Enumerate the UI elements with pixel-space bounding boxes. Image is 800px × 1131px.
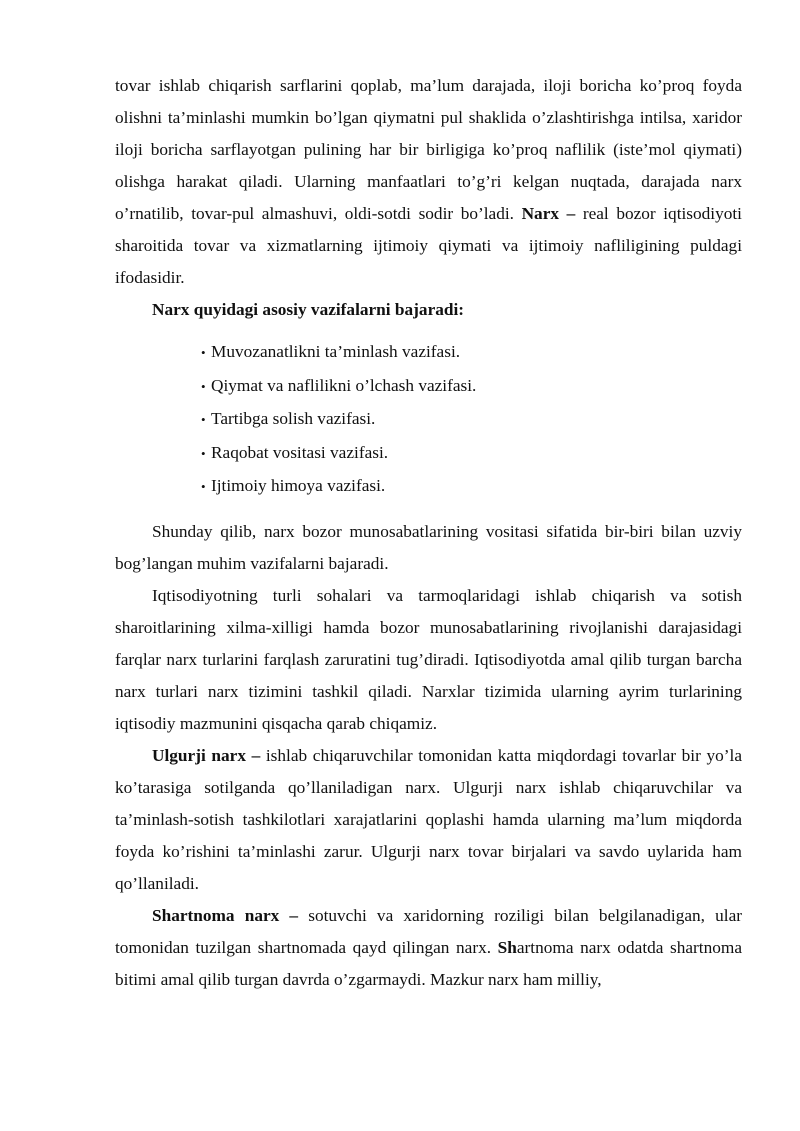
list-item-text: Muvozanatlikni ta’minlash vazifasi. — [211, 342, 461, 361]
list-item — [201, 370, 742, 404]
list-item-text: Tartibga solish vazifasi. — [211, 409, 376, 428]
bullet-icon: • — [201, 479, 206, 494]
narx-definition: real bozor iqtisodiyoti sharoitida tovar va xizmatlarning ijtimoiy qiymati va ijtimoiy nafliligining puldagi ifodasidir. — [115, 204, 742, 287]
intro-text: tovar ishlab chiqarish sarflarini qoplab, ma’lum darajada, iloji boricha ko’proq foyda olishni ta’minlashi mumkin bo’lgan qiymatni pul shaklida o’zlashtirishga intilsa, xaridor iloji boricha sarflayotgan pulining har bir birligiga ko’proq naflilik (iste’mol qiymati) olishga harakat qiladi. Ularning manfaatlari to’g’ri kelgan nuqtada, darajada narx o’rnatilib, tovar-pul almashuvi, oldi-sotdi sodir bo’ladi. — [115, 76, 742, 223]
wholesale-term: Ulgurji narx – — [152, 745, 261, 765]
contract-bold-fragment: Sh — [497, 937, 517, 957]
paragraph-types: Iqtisodiyotning turli sohalari va tarmoqlaridagi ishlab chiqarish va sotish sharoitlarining xilma-xilligi hamda bozor munosabatlarining rivojlanishi darajasidagi farqlar narx turlarini farqlash zaruratini tug’diradi. Iqtisodiyotda amal qilib turgan barcha narx turlari narx tizimini tashkil qiladi. Narxlar tizimida ularning ayrim turlarining iqtisodiy mazmunini qisqacha qarab chiqamiz. — [115, 585, 742, 733]
bullet-icon: • — [201, 378, 206, 394]
document-page — [115, 70, 742, 996]
list-item — [201, 336, 742, 370]
list-item-text: Qiymat va naflilikni o’lchash vazifasi. — [211, 375, 477, 395]
narx-term: Narx – — [521, 204, 576, 223]
paragraph-summary: Shunday qilib, narx bozor munosabatlarining vositasi sifatida bir-biri bilan uzviy bog’langan muhim vazifalarni bajaradi. — [115, 521, 742, 573]
contract-definition: sotuvchi va xaridorning roziligi bilan belgilanadigan, ular tomonidan tuzilgan shartnomada qayd qilingan narx. — [115, 905, 742, 957]
bullet-icon: • — [201, 412, 206, 427]
bullet-icon: • — [201, 345, 206, 360]
list-item-text: Raqobat vositasi vazifasi. — [211, 442, 389, 462]
list-item — [201, 437, 742, 471]
bullet-icon: • — [201, 445, 206, 461]
paragraph-wholesale — [115, 740, 742, 900]
wholesale-definition: ishlab chiqaruvchilar tomonidan katta miqdordagi tovarlar bir yo’la ko’tarasiga sotilganda qo’llaniladigan narx. Ulgurji narx ishlab chiqaruvchilar va ta’minlash-sotish tashkilotlari xarajatlarini qoplashi hamda ularning ma’lum miqdorda foyda ko’rishini ta’minlashi zarur. Ulgurji narx tovar birjalari va savdo uylarida ham qo’llaniladi. — [115, 745, 742, 893]
paragraph-contract — [115, 900, 742, 996]
paragraph-intro — [115, 70, 742, 294]
list-item — [201, 470, 742, 504]
functions-list — [201, 336, 742, 504]
contract-rest: artnoma narx odatda shartnoma bitimi amal qilib turgan davrda o’zgarmaydi. Mazkur narx ham milliy, — [115, 937, 742, 989]
contract-term: Shartnoma narx – — [152, 905, 299, 925]
list-item — [201, 403, 742, 437]
list-item-text: Ijtimoiy himoya vazifasi. — [211, 476, 386, 495]
functions-heading: Narx quyidagi asosiy vazifalarni bajaradi: — [152, 300, 465, 319]
